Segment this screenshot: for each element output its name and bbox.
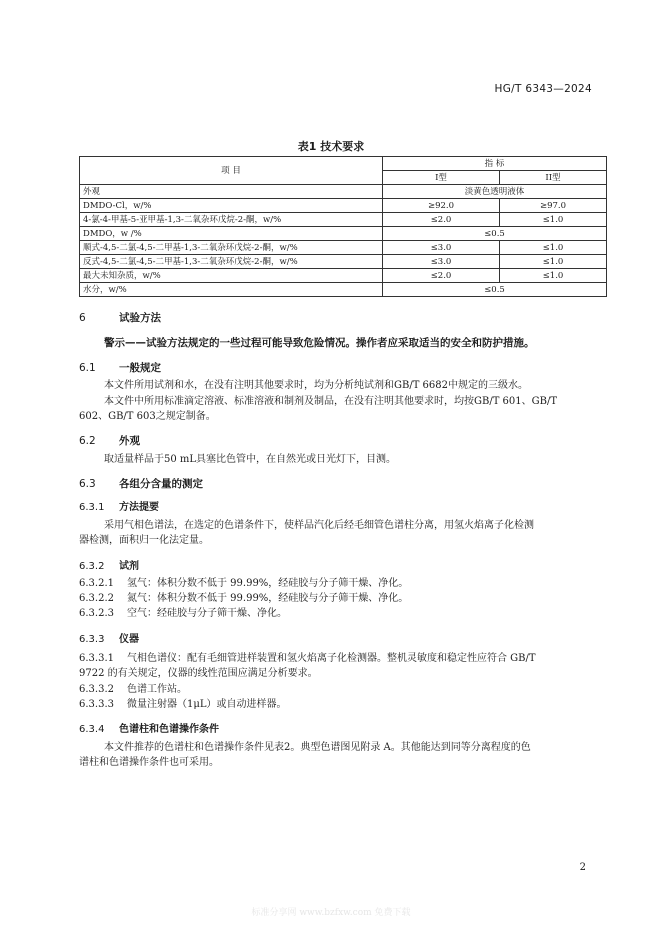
row-label: DMDO，w /% — [80, 227, 383, 241]
section-title: 一般规定 — [119, 362, 161, 374]
table-title: 表1 技术要求 — [297, 140, 365, 153]
section-6-3-4-heading — [79, 720, 219, 735]
section-6-3-2-heading — [79, 557, 139, 572]
item-number: 6.3.3.2 — [79, 684, 114, 695]
section-number: 6.3 — [79, 478, 96, 490]
standard-code: HG/T 6343—2024 — [494, 83, 592, 95]
section-title: 各组分含量的测定 — [119, 478, 203, 490]
section-number: 6.2 — [79, 435, 96, 447]
item-number: 6.3.2.2 — [79, 593, 114, 604]
technical-requirements-table — [79, 156, 607, 297]
table-row — [80, 255, 607, 269]
table-row — [80, 213, 607, 227]
paragraph: 本文件中所用标准滴定溶液、标准溶液和制剂及制品，在没有注明其他要求时，均按GB/T 601、GB/T — [104, 396, 558, 407]
paragraph-continuation: 9722 的有关规定，仪器的线性范围应满足分析要求。 — [79, 668, 318, 679]
section-number: 6.3.4 — [79, 724, 105, 735]
table-row — [80, 185, 607, 199]
row-value-type1: ≤2.0 — [383, 213, 500, 227]
row-value-merged: ≤0.5 — [383, 227, 607, 241]
row-label: 水分，w/% — [80, 283, 383, 297]
paragraph-continuation: 器检测，面积归一化法定量。 — [79, 535, 209, 546]
list-item — [79, 606, 408, 621]
row-value-type2: ≤1.0 — [500, 213, 607, 227]
item-text: 空气：经硅胶与分子筛干燥、净化。 — [127, 608, 287, 619]
row-label: 顺式-4,5-二氯-4,5-二甲基-1,3-二氧杂环戊烷-2-酮，w/% — [80, 241, 383, 255]
header-type1: I型 — [383, 171, 500, 185]
list-item — [79, 591, 408, 606]
section-6-heading — [79, 310, 161, 325]
warning-text: 警示——试验方法规定的一些过程可能导致危险情况。操作者应采取适当的安全和防护措施。 — [104, 337, 535, 349]
section-title: 外观 — [119, 435, 140, 447]
item-text: 微量注射器（1μL）或自动进样器。 — [127, 699, 287, 710]
instrument-list — [79, 682, 287, 712]
paragraph-continuation: 602、GB/T 603之规定制备。 — [79, 411, 216, 422]
item-text: 气相色谱仪：配有毛细管进样装置和氢火焰离子化检测器。整机灵敏度和稳定性应符合 GB/T — [127, 653, 536, 664]
page-number: 2 — [579, 862, 586, 873]
header-item: 项 目 — [80, 157, 383, 185]
section-6-2-heading — [79, 433, 140, 448]
paragraph: 本文件推荐的色谱柱和色谱操作条件见表2。典型色谱图见附录 A。其他能达到同等分离程度的色 — [104, 742, 531, 753]
paragraph: 取适量样品于50 mL具塞比色管中，在自然光或日光灯下，目测。 — [104, 454, 397, 465]
section-6-3-heading — [79, 476, 203, 491]
item-number: 6.3.3.3 — [79, 699, 114, 710]
paragraph-continuation: 谱柱和色谱操作条件也可采用。 — [79, 757, 219, 768]
row-value-type1: ≥92.0 — [383, 199, 500, 213]
table-header-row — [80, 157, 607, 171]
section-number: 6.1 — [79, 362, 96, 374]
paragraph: 本文件所用试剂和水，在没有注明其他要求时，均为分析纯试剂和GB/T 6682中规定的三级水。 — [104, 380, 529, 391]
paragraph: 采用气相色谱法，在选定的色谱条件下，使样品汽化后经毛细管色谱柱分离，用氢火焰离子化检测 — [104, 520, 534, 531]
header-type2: II型 — [500, 171, 607, 185]
section-title: 试验方法 — [119, 312, 161, 324]
section-title: 方法提要 — [119, 502, 159, 513]
header-index: 指 标 — [383, 157, 607, 171]
row-value-type1: ≤3.0 — [383, 255, 500, 269]
row-label: 最大未知杂质，w/% — [80, 269, 383, 283]
row-value-type2: ≤1.0 — [500, 269, 607, 283]
reagent-list — [79, 576, 408, 621]
section-number: 6.3.2 — [79, 561, 105, 572]
table-row — [80, 241, 607, 255]
table-row — [80, 283, 607, 297]
row-label: DMDO-Cl，w/% — [80, 199, 383, 213]
watermark: 标准分享网 www.bzfxw.com 免费下载 — [251, 908, 411, 918]
item-text: 色谱工作站。 — [127, 684, 187, 695]
item-text: 氮气：体积分数不低于 99.99%，经硅胶与分子筛干燥、净化。 — [127, 593, 409, 604]
list-item — [79, 682, 287, 697]
section-6-3-3-heading — [79, 630, 139, 645]
section-title: 试剂 — [119, 561, 139, 572]
list-item — [79, 697, 287, 712]
item-number: 6.3.2.3 — [79, 608, 114, 619]
table-row — [80, 269, 607, 283]
row-label: 4-氯-4-甲基-5-亚甲基-1,3-二氧杂环戊烷-2-酮，w/% — [80, 213, 383, 227]
table-row — [80, 227, 607, 241]
row-value-type1: ≤3.0 — [383, 241, 500, 255]
row-value-type2: ≤1.0 — [500, 241, 607, 255]
section-6-1-heading — [79, 360, 161, 375]
list-item — [79, 576, 408, 591]
row-value-type2: ≥97.0 — [500, 199, 607, 213]
row-value-type2: ≤1.0 — [500, 255, 607, 269]
row-value-type1: ≤2.0 — [383, 269, 500, 283]
item-number: 6.3.3.1 — [79, 653, 114, 664]
section-title: 仪器 — [119, 634, 139, 645]
list-item — [79, 651, 536, 666]
row-label: 反式-4,5-二氯-4,5-二甲基-1,3-二氧杂环戊烷-2-酮，w/% — [80, 255, 383, 269]
section-6-3-1-heading — [79, 498, 159, 513]
row-value-merged: 淡黄色透明液体 — [383, 185, 607, 199]
section-number: 6 — [79, 312, 86, 324]
item-text: 氢气：体积分数不低于 99.99%，经硅胶与分子筛干燥、净化。 — [127, 578, 409, 589]
table-row — [80, 199, 607, 213]
section-number: 6.3.3 — [79, 634, 105, 645]
section-title: 色谱柱和色谱操作条件 — [119, 724, 219, 735]
section-number: 6.3.1 — [79, 502, 105, 513]
row-label: 外观 — [80, 185, 383, 199]
row-value-merged: ≤0.5 — [383, 283, 607, 297]
item-number: 6.3.2.1 — [79, 578, 114, 589]
